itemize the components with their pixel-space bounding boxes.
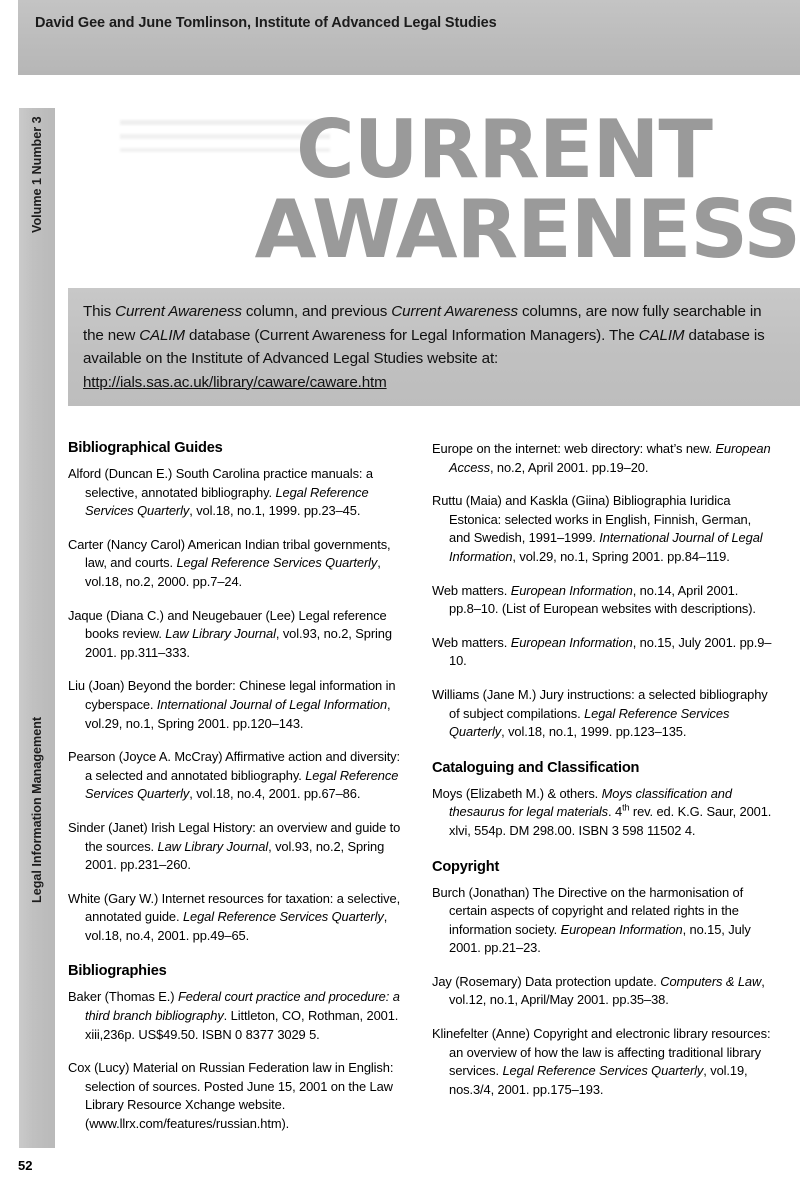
entry-edition-ordinal: th [622,803,630,814]
entry-journal-title: Legal Reference Services Quarterly [85,484,369,519]
entry-text: Moys (Elizabeth M.) & others. [432,785,602,801]
entry-citation: , vol.93, no.2, Spring 2001. pp.311–333. [85,626,392,660]
entry-journal-title: Legal Reference Services Quarterly [176,555,378,571]
entry-text: Baker (Thomas E.) [68,989,178,1005]
entry-journal-title: European Information [560,921,683,937]
bibliography-entry [432,492,772,566]
entry-text: White (Gary W.) Internet resources for taxation: a selective, annotated guide. [68,890,401,925]
bibliography-entry [432,1025,772,1099]
entry-journal-title: European Access [449,441,771,475]
entry-text: Pearson (Joyce A. McCray) Affirmative action and diversity: a selected and annotated bibliography. [68,749,401,783]
bibliography-entry [68,677,408,733]
entry-text: Carter (Nancy Carol) American Indian tribal governments, law, and courts. [68,536,391,571]
bibliography-entry [68,748,408,804]
entry-text: Sinder (Janet) Irish Legal History: an overview and guide to the sources. [68,819,401,854]
masthead-title-line-1: CURRENT [295,103,712,196]
section-heading-copyright: Copyright [432,858,500,875]
entry-citation: , vol.18, no.4, 2001. pp.49–65. [85,909,388,943]
intro-italic-3: CALIM [139,326,185,344]
intro-italic-4: CALIM [638,326,685,344]
intro-paragraph [83,300,786,394]
entry-citation: , vol.18, no.1, 1999. pp.23–45. [189,503,361,519]
entry-citation: , vol.29, no.1, Spring 2001. pp.120–143. [85,696,391,731]
entry-journal-title: Legal Reference Services Quarterly [85,767,399,802]
entry-citation: , no.15, July 2001. pp.9–10. [449,634,772,669]
calim-database-link[interactable]: http://ials.sas.ac.uk/library/caware/caware.htm [83,373,387,391]
spine-volume-label: Volume 1 Number 3 [30,116,44,233]
masthead [68,104,800,276]
entry-journal-title: Computers & Law [660,973,762,989]
bibliography-entry [432,884,772,958]
entry-citation: . 4 [608,804,623,820]
entry-citation: , vol.19, nos.3/4, 2001. pp.175–193. [449,1063,748,1097]
page-number: 52 [18,1158,33,1173]
entry-text: Web matters. [432,582,511,598]
intro-text-1: This [83,303,116,320]
journal-spine [19,108,55,1148]
intro-italic-1: Current Awareness [115,303,242,320]
right-column [432,440,772,1114]
section-heading-cataloguing-and-classification: Cataloguing and Classification [432,759,640,776]
bibliography-entry [432,634,772,671]
entry-text: Ruttu (Maia) and Kaskla (Giina) Bibliographia Iuridica Estonica: selected works in English, Finnish, German, and Swedish, 1991–1999. [432,493,752,546]
bibliography-entry [432,686,772,742]
intro-text-4: database (Current Awareness for Legal Information Managers). The [184,326,639,344]
entry-citation: , vol.18, no.1, 1999. pp.123–135. [501,724,687,740]
bibliography-entry [68,465,408,521]
intro-text-5: database is available on the Institute of Advanced Legal Studies website at: [83,326,765,367]
entry-text: Alford (Duncan E.) South Carolina practice manuals: a selective, annotated bibliography. [68,466,373,500]
bibliography-entry [432,440,772,477]
bibliography-entry [68,819,408,875]
bibliography-entry [432,973,772,1010]
bibliography-entry [68,1059,408,1133]
bibliography-entry [68,536,408,592]
entry-citation: , vol.18, no.4, 2001. pp.67–86. [189,786,361,802]
entry-citation: , vol.93, no.2, Spring 2001. pp.231–260. [85,838,385,873]
entry-citation: , vol.18, no.2, 2000. pp.7–24. [85,555,381,589]
entry-citation: , no.14, April 2001. pp.8–10. (List of European websites with descriptions). [449,582,756,617]
entry-text: Klinefelter (Anne) Copyright and electronic library resources: an overview of how the law is affecting traditional library services. [432,1026,771,1079]
section-heading-bibliographical-guides: Bibliographical Guides [68,440,223,456]
entry-journal-title: European Information [510,582,633,598]
intro-text-3: columns, are now fully searchable in the new [83,303,762,344]
spine-journal-label: Legal Information Management [30,716,44,903]
entry-text: Burch (Jonathan) The Directive on the harmonisation of certain aspects of copyright and related rights in the information society. [432,884,744,937]
intro-italic-2: Current Awareness [391,303,518,320]
entry-journal-title: Law Library Journal [165,626,276,642]
entry-journal-title: European Information [510,634,633,650]
entry-citation: , no.2, April 2001. pp.19–20. [489,459,649,475]
entry-journal-title: Legal Reference Services Quarterly [502,1063,704,1079]
body-columns [68,440,800,1140]
masthead-title-line-2: AWARENESS [254,183,800,276]
entry-citation: , no.15, July 2001. pp.21–23. [449,921,751,956]
bibliography-entry [432,785,772,841]
entry-citation: , vol.29, no.1, Spring 2001. pp.84–119. [512,548,730,564]
entry-text: Web matters. [432,634,511,650]
left-column [68,440,408,1149]
entry-journal-title: Legal Reference Services Quarterly [449,705,730,740]
bibliography-entry [68,607,408,663]
entry-journal-title: Legal Reference Services Quarterly [182,909,384,925]
bibliography-entry [432,582,772,619]
bibliography-entry [68,890,408,946]
entry-citation: , vol.12, no.1, April/May 2001. pp.35–38. [449,973,765,1008]
entry-text: Williams (Jane M.) Jury instructions: a selected bibliography of subject compilations. [432,686,768,721]
entry-text: Europe on the internet: web directory: what’s new. [432,441,716,456]
intro-text-2: column, and previous [241,303,392,320]
author-byline: David Gee and June Tomlinson, Institute of Advanced Legal Studies [35,15,497,31]
entry-journal-title: International Journal of Legal Information [156,696,388,712]
entry-book-title: Federal court practice and procedure: a third branch bibliography [85,989,400,1024]
entry-journal-title: International Journal of Legal Information [449,530,763,564]
entry-journal-title: Law Library Journal [157,838,269,854]
entry-citation: . Littleton, CO, Rothman, 2001. xiii,236p. US$49.50. ISBN 0 8377 3029 5. [85,1008,399,1042]
entry-text: Jaque (Diana C.) and Neugebauer (Lee) Legal reference books review. [68,607,387,642]
entry-book-title: Moys classification and thesaurus for legal materials [449,785,732,820]
entry-text: Jay (Rosemary) Data protection update. [432,973,661,989]
page-header-band [18,0,800,75]
bibliography-entry [68,988,408,1044]
intro-callout-box [68,288,800,406]
section-heading-bibliographies: Bibliographies [68,963,167,980]
entry-text: Liu (Joan) Beyond the border: Chinese legal information in cyberspace. [68,678,396,712]
entry-citation-tail: rev. ed. K.G. Saur, 2001. xlvi, 554p. DM 298.00. ISBN 3 598 11502 4. [449,804,772,838]
entry-text: Cox (Lucy) Material on Russian Federation law in English: selection of sources. Posted June 15, 2001 on the Law Library Resource Xchange website. (www.llrx.com/features/russian.htm). [68,1060,394,1132]
